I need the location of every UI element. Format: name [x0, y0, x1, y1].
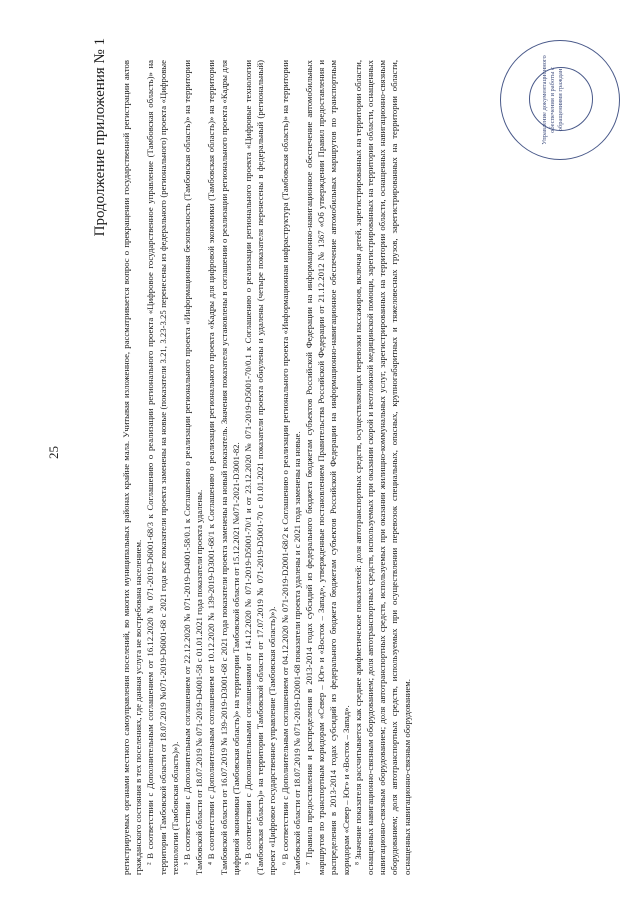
stamp-seal-icon: [500, 40, 620, 160]
footnote-5: ⁵ В соответствии с Дополнительными соглашениями от 14.12.2020 № 071-2019-D5001-70/1 и от 23.12.2020 № 071-2019-D5001-70/0.1 к Соглашению о реализации регионального проекта «Цифровые технологии (Тамбовская область)» на территории Тамбовской области от 17.07.2019 № 071-2019-D5001-70 с 01.01.2021 показатели проекта обнулены и удалены (четыре показателя перенесены в федеральный (региональный) проект «Цифровое государственное управление (Тамбовская область)»).: [243, 60, 278, 875]
footnote-4: ⁴ В соответствии с Дополнительным соглашением от 10.12.2020 № 139-2019-D3001-68/1 к Соглашению о реализации регионального проекта «Кадры для цифровой экономики (Тамбовская область)» на территории Тамбовской области от 16.07.2019 № 139-2019-D3001-68 с 2021 года показатели проекта заменены на новый показатель. Значения показателя установлены в соглашении о реализации регионального проекта «Кадры для цифровой экономики (Тамбовская область)» на территории Тамбовской области от 15.12.2021 №071-2021-D3001-82.: [206, 60, 241, 875]
page-number: 25: [46, 446, 61, 459]
footnotes-block: [120, 60, 413, 875]
paragraph-lead: регистрируемых органами местного самоуправления поселений, во многих муниципальных районах крайне мала. Учитывая изложенное, рассматривается вопрос о прекращении государственной регистрации актов гражданского состояния в тех поселениях, где данная услуга не востребована населением.: [121, 60, 144, 875]
footnote-7: ⁷ Правила предоставления и распределения в 2013-2014 годах субсидий из федерального бюджета бюджетам субъектов Российской Федерации на информационно-навигационное обеспечение автомобильных маршрутов по транспортным коридорам «Север – Юг» и «Восток – Запад», утвержденные постановлением Правительства Российской Федерации от 21.12.2012 № 1367 «Об утверждении Правил предоставления и распределения в 2013-2014 годах субсидий из федерального бюджета бюджетам субъектов Российской Федерации на информационно-навигационное обеспечение автомобильных маршрутов по транспортным коридорам «Север – Юг» и «Восток – Запад».: [304, 60, 351, 875]
footnote-3: ³ В соответствии с Дополнительным соглашением от 22.12.2020 № 071-2019-D4001-58/0.1 к Соглашению о реализации регионального проекта «Информационная безопасность (Тамбовская область)» на территории Тамбовской области от 18.07.2019 № 071-2019-D4001-58 с 01.01.2021 года показатели проекта удалены.: [182, 60, 205, 875]
footnote-2: ² В соответствии с Дополнительным соглашением от 16.12.2020 № 071-2019-D6001-68/3 к Соглашению о реализации регионального проекта «Цифровое государственное управление (Тамбовская область)» на территории Тамбовской области от 18.07.2019 №071-2019-D6001-68 с 2021 года все показатели проекта заменены на новые (показатели 3.21, 3.23-3.25 перенесены из федерального (регионального) проекта «Цифровые технологии (Тамбовская область)»).: [145, 60, 180, 875]
appendix-title: Продолжение приложения № 1: [92, 38, 108, 237]
footnote-8: ⁸ Значение показателя рассчитывается как среднее арифметическое показателей: доля автотранспортных средств, осуществляющих перевозки пассажиров, включая детей, зарегистрированных на территории области, оснащенных навигационно-связным оборудованием; доля автотранспортных средств, используемых при оказании скорой и неотложной медицинской помощи, зарегистрированных на территории области, оснащенных навигационно-связным оборудованием; доля автотранспортных средств, используемых при оказании жилищно-коммунальных услуг, зарегистрированных на территории области, оснащенных навигационно-связным оборудованием; доля автотранспортных средств, используемых при осуществлении перевозок специальных, опасных, крупногабаритных и тяжеловесных грузов, зарегистрированных на территории области, оснащенных навигационно-связным оборудованием.: [352, 60, 412, 875]
footnote-6: ⁶ В соответствии с Дополнительным соглашением от 04.12.2020 № 071-2019-D2001-68/2 к Соглашению о реализации регионального проекта «Информационная инфраструктура (Тамбовская область)» на территории Тамбовской области от 18.07.2019 № 071-2019-D2001-68 показатели проекта удалены и с 2021 года заменены на новые.: [279, 60, 302, 875]
stamp-text: Управление документационного обеспечения и работы с обращениями граждан: [541, 55, 564, 145]
